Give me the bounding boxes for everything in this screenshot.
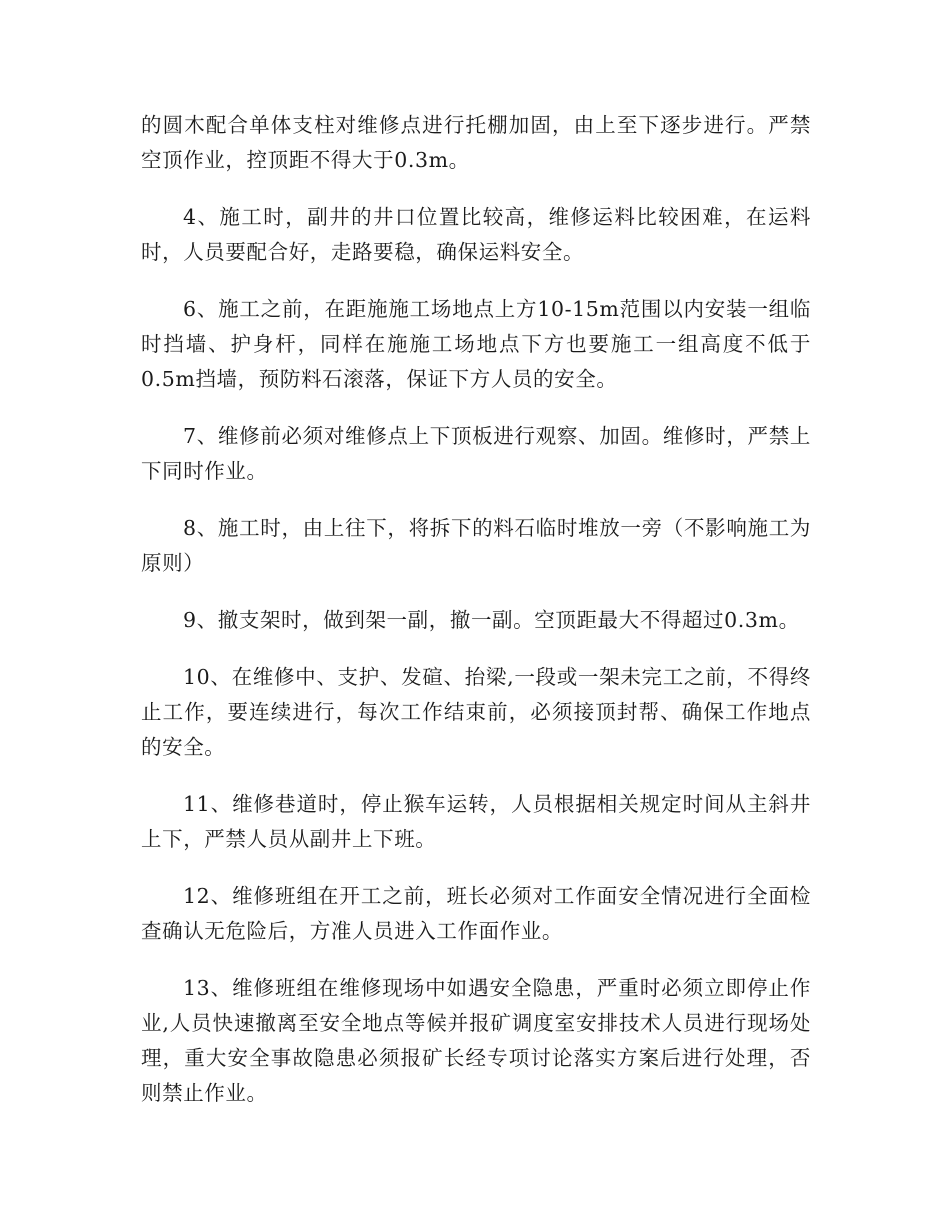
paragraph-item-7: 7、维修前必须对维修点上下顶板进行观察、加固。维修时，严禁上下同时作业。 bbox=[141, 424, 811, 483]
paragraph-continuation: 的圆木配合单体支柱对维修点进行托棚加固，由上至下逐步进行。严禁空顶作业，控顶距不得大于0.3m。 bbox=[141, 113, 811, 172]
paragraph-item-8: 8、施工时，由上往下，将拆下的料石临时堆放一旁（不影响施工为原则） bbox=[141, 516, 811, 575]
paragraph-item-4: 4、施工时，副井的井口位置比较高，维修运料比较困难，在运料时，人员要配合好，走路要稳，确保运料安全。 bbox=[141, 205, 811, 264]
paragraph-item-11: 11、维修巷道时，停止猴车运转，人员根据相关规定时间从主斜井上下，严禁人员从副井上下班。 bbox=[141, 792, 811, 851]
document-body bbox=[141, 108, 811, 1133]
paragraph-item-10: 10、在维修中、支护、发碹、抬梁,一段或一架未完工之前，不得终止工作，要连续进行，每次工作结束前，必须接顶封帮、确保工作地点的安全。 bbox=[141, 665, 811, 759]
paragraph-item-12: 12、维修班组在开工之前，班长必须对工作面安全情况进行全面检查确认无危险后，方准人员进入工作面作业。 bbox=[141, 884, 811, 943]
paragraph-item-13: 13、维修班组在维修现场中如遇安全隐患，严重时必须立即停止作业,人员快速撤离至安全地点等候并报矿调度室安排技术人员进行现场处理，重大安全事故隐患必须报矿长经专项讨论落实方案后进行处理，否则禁止作业。 bbox=[141, 976, 811, 1105]
paragraph-item-9: 9、撤支架时，做到架一副，撤一副。空顶距最大不得超过0.3m。 bbox=[183, 608, 800, 632]
paragraph-item-6: 6、施工之前，在距施施工场地点上方10-15m范围以内安装一组临时挡墙、护身杆，同样在施施工场地点下方也要施工一组高度不低于0.5m挡墙，预防料石滚落，保证下方人员的安全。 bbox=[141, 297, 811, 391]
